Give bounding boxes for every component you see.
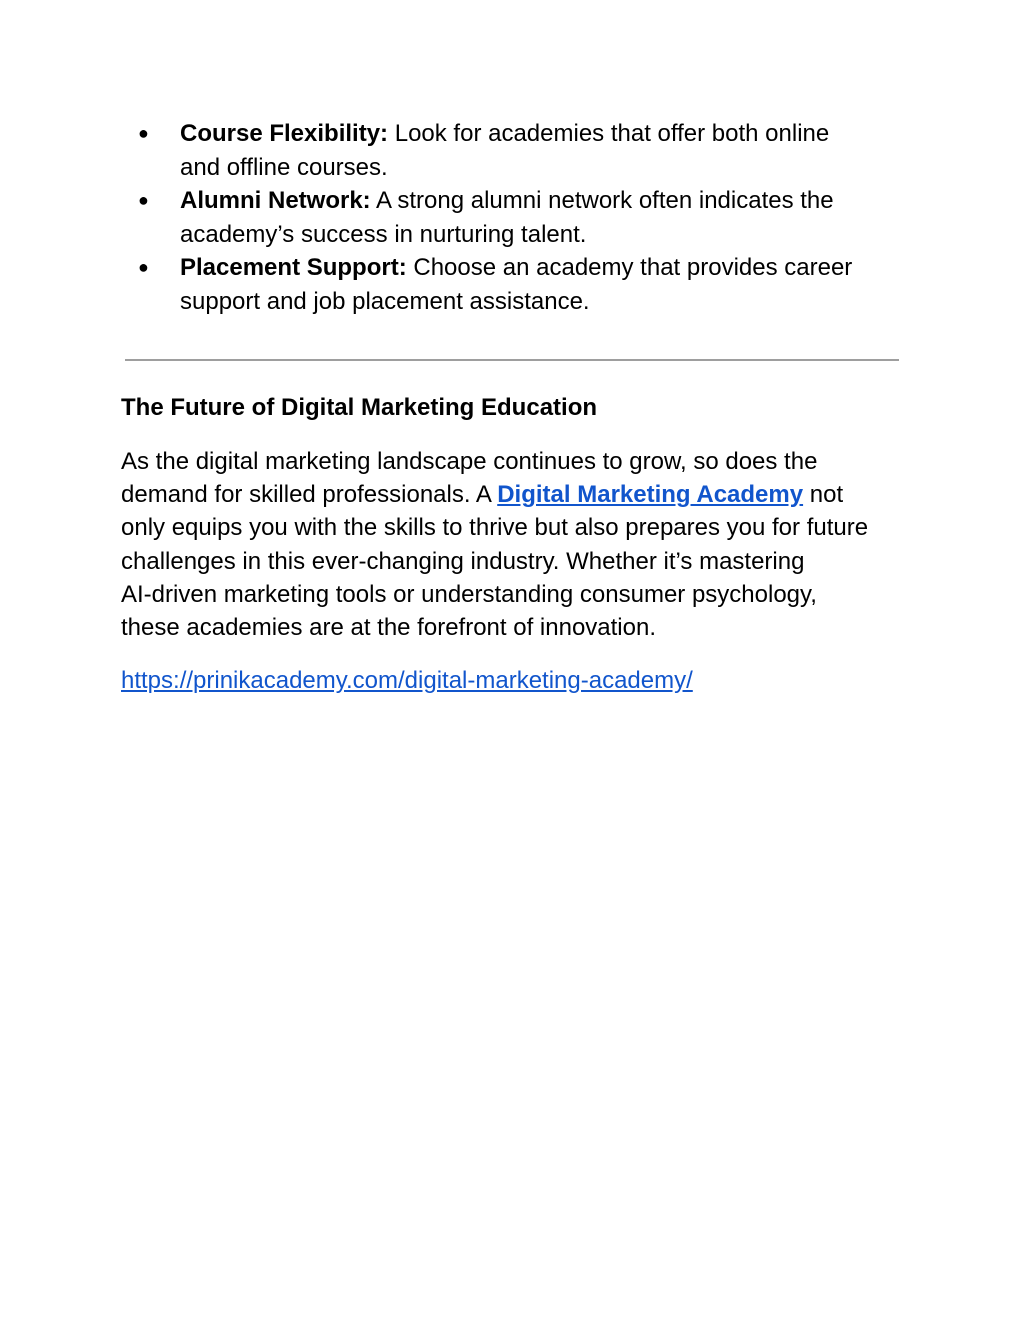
list-item [138,251,908,318]
criteria-list [138,117,908,318]
paragraph-line: As the digital marketing landscape continues to grow, so does the [121,448,818,475]
academy-url-link[interactable]: https://prinikacademy.com/digital-marketing-academy/ [121,667,693,694]
paragraph-line: these academies are at the forefront of innovation. [121,614,656,642]
bullet-icon: ● [138,123,149,143]
paragraph-line: AI-driven marketing tools or understanding consumer psychology, [121,580,817,608]
paragraph-line: not [803,481,844,509]
bullet-label: Alumni Network: [180,187,371,214]
list-item [138,184,908,251]
bullet-text-continued: academy’s success in nurturing talent. [180,220,587,248]
section-heading: The Future of Digital Marketing Education [121,394,598,421]
paragraph-line: demand for skilled professionals. A [121,481,498,509]
bullet-text: A strong alumni network often indicates the [370,187,834,214]
paragraph-line: challenges in this ever-changing industry. Whether it’s mastering [121,547,805,575]
horizontal-divider [125,359,899,361]
bullet-text-continued: support and job placement assistance. [180,287,590,315]
paragraph-line: only equips you with the skills to thrive but also prepares you for future [121,514,869,542]
bullet-label: Placement Support: [180,254,407,281]
bullet-label: Course Flexibility: [180,120,389,147]
bullet-icon: ● [138,190,149,210]
list-item [138,117,908,184]
bullet-icon: ● [138,257,149,277]
section-paragraph [121,445,911,644]
bullet-text-continued: and offline courses. [180,153,388,181]
bullet-text: Look for academies that offer both online [388,120,830,147]
digital-marketing-academy-link[interactable]: Digital Marketing Academy [497,481,804,509]
bullet-text: Choose an academy that provides career [406,254,853,281]
